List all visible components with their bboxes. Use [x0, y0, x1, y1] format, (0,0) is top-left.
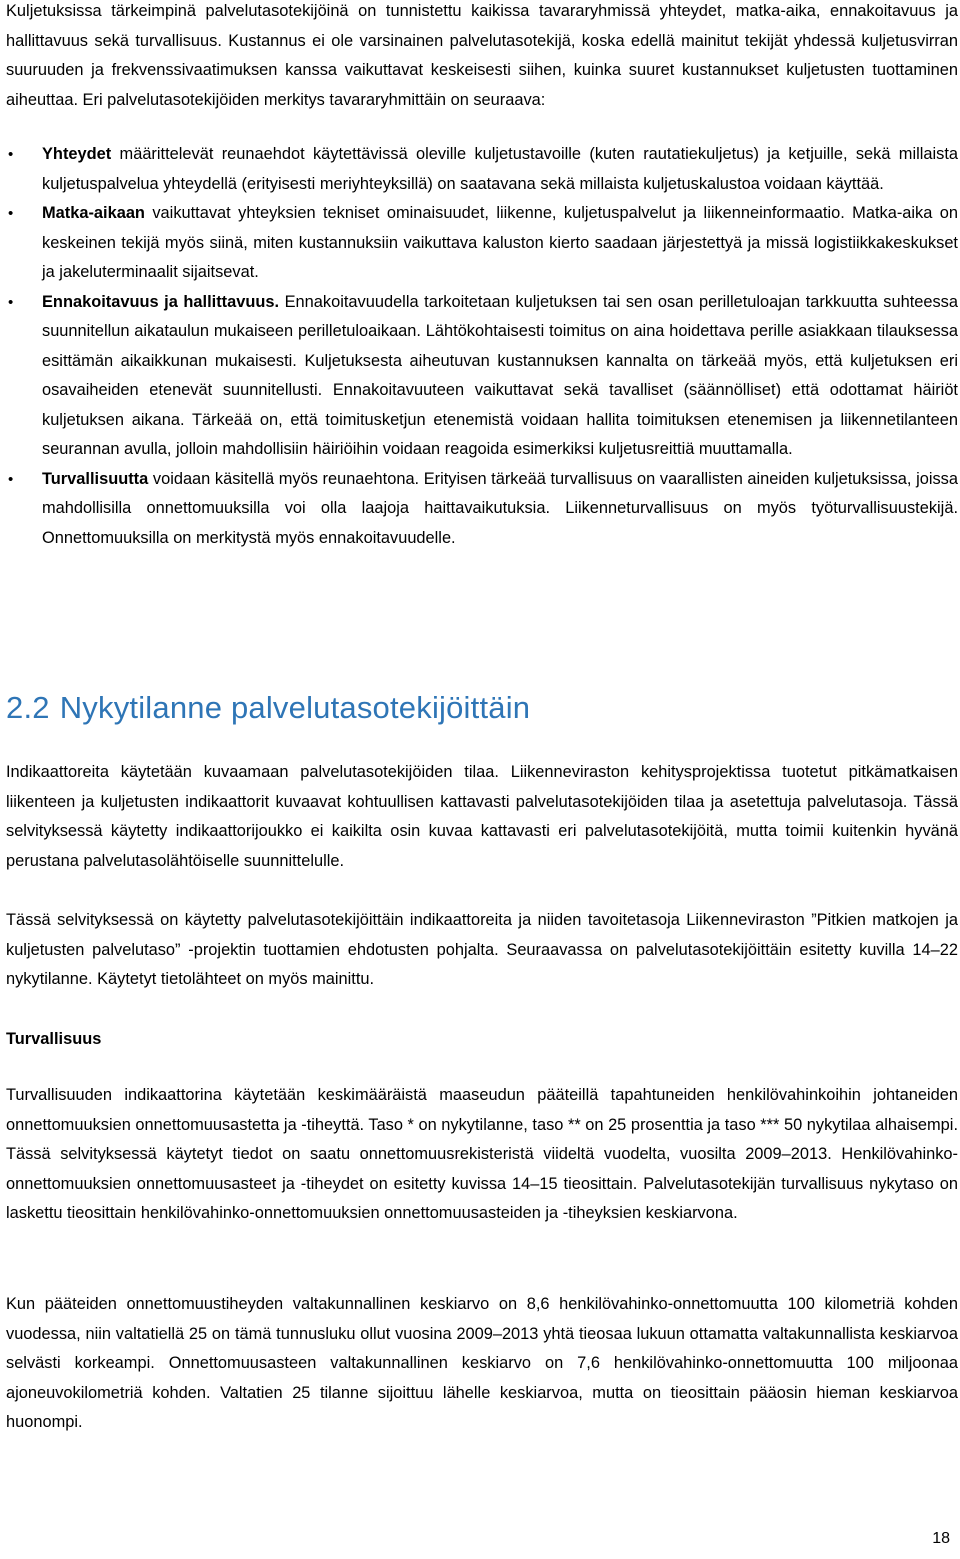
section-heading	[6, 690, 530, 726]
section-title: Nykytilanne palvelutasotekijöittäin	[59, 690, 531, 725]
body-paragraph: Turvallisuuden indikaattorina käytetään keskimääräistä maaseudun pääteillä tapahtuneiden henkilövahinkoihin johtaneiden onnettomuuksien onnettomuusastetta ja -tiheyttä. Taso * on nykytilanne, taso ** on 25 prosenttia ja taso *** 50 nykytilaa alhaisempi. Tässä selvityksessä käytetyt tiedot on saatu onnettomuusrekisteristä viideltä vuodelta, vuosilta 2009–2013. Henkilövahinko-onnettomuuksien onnettomuusasteet ja -tiheydet on esitetty kuvissa 14–15 tieosittain. Palvelutasotekijän turvallisuus nykytaso on laskettu tieosittain henkilövahinko-onnettomuuksien onnettomuusasteiden ja -tiheyksien keskiarvona.	[6, 1086, 958, 1222]
body-paragraph: Tässä selvityksessä on käytetty palvelutasotekijöittäin indikaattoreita ja niiden tavoitetasoja Liikenneviraston ”Pitkien matkojen ja kuljetusten palvelutaso” -projektin tuottamien ehdotusten pohjalta. Seuraavassa on palvelutasotekijöittäin esitetty kuvilla 14–22 nykytilanne. Käytetyt tietolähteet on myös mainittu.	[6, 911, 958, 988]
section-number: 2.2	[6, 690, 50, 725]
bullet-list	[6, 140, 958, 553]
page-number: 18	[932, 1530, 950, 1547]
list-item	[6, 140, 958, 199]
list-item	[6, 288, 958, 465]
bullet-term: Yhteydet	[42, 145, 112, 163]
intro-paragraph: Kuljetuksissa tärkeimpinä palvelutasotekijöinä on tunnistettu kaikissa tavararyhmissä yhteydet, matka-aika, ennakoitavuus ja hallittavuus sekä turvallisuus. Kustannus ei ole varsinainen palvelutasotekijä, koska edellä mainitut tekijät yhdessä kuljetusvirran suuruuden ja frekvenssivaatimuksen kanssa vaikuttavat keskeisesti siihen, kuinka suuret kustannukset kuljetusten tuottaminen aiheuttaa. Eri palvelutasotekijöiden merkitys tavararyhmittäin on seuraava:	[6, 2, 958, 109]
list-item	[6, 465, 958, 554]
subheading: Turvallisuus	[6, 1030, 102, 1048]
list-item	[6, 199, 958, 288]
bullet-icon: •	[8, 470, 14, 488]
bullet-text: vaikuttavat yhteyksien tekniset ominaisuudet, liikenne, kuljetuspalvelut ja liikenneinformaatio. Matka-aika on keskeinen tekijä myös siinä, miten kustannuksiin vaikuttava kaluston kierto saadaan järjestettyä ja missä logistiikkakeskukset ja jakeluterminaalit sijaitsevat.	[42, 204, 958, 281]
bullet-icon: •	[8, 293, 14, 311]
bullet-icon: •	[8, 146, 14, 163]
bullet-term: Ennakoitavuus ja hallittavuus.	[42, 292, 280, 311]
body-paragraph: Indikaattoreita käytetään kuvaamaan palvelutasotekijöiden tilaa. Liikenneviraston kehitysprojektissa tuotetut pitkämatkaisen liikenteen ja kuljetusten indikaattorit kuvaavat kohtuullisen kattavasti palvelutasotekijöiden tilaa ja asetettuja palvelutasoja. Tässä selvityksessä käytetty indikaattorijoukko ei kaikilta osin kuvaa kattavasti eri palvelutasotekijöitä, mutta toimii kuitenkin hyvänä perustana palvelutasolähtöiselle suunnittelulle.	[6, 763, 958, 870]
bullet-text: määrittelevät reunaehdot käytettävissä oleville kuljetustavoille (kuten rautatiekuljetus) ja ketjuille, sekä millaista kuljetuspalvelua yhteydellä (erityisesti meriyhteyksillä) on saatavana sekä millaista kuljetuskalustoa voidaan käyttää.	[42, 145, 958, 193]
bullet-term: Turvallisuutta	[42, 469, 149, 488]
bullet-term: Matka-aikaan	[42, 204, 145, 222]
bullet-icon: •	[8, 205, 14, 222]
body-paragraph: Kun pääteiden onnettomuustiheyden valtakunnallinen keskiarvo on 8,6 henkilövahinko-onnettomuutta 100 kilometriä kohden vuodessa, niin valtatiellä 25 on tämä tunnusluku ollut vuosina 2009–2013 yhtä tieosaa lukuun ottamatta valtakunnallista keskiarvoa selvästi korkeampi. Onnettomuusasteen valtakunnallinen keskiarvo on 7,6 henkilövahinko-onnettomuutta 100 miljoonaa ajoneuvokilometriä kohden. Valtatien 25 tilanne sijoittuu lähelle keskiarvoa, mutta on tieosittain pääosin hieman keskiarvoa huonompi.	[6, 1295, 958, 1431]
bullet-text: voidaan käsitellä myös reunaehtona. Erityisen tärkeää turvallisuus on vaarallisten aineiden kuljetuksissa, joissa mahdollisilla onnettomuuksilla voi olla laajoja haittavaikutuksia. Liikenneturvallisuus on myös työturvallisuustekijä. Onnettomuuksilla on merkitystä myös ennakoitavuudelle.	[42, 469, 958, 547]
bullet-text: Ennakoitavuudella tarkoitetaan kuljetuksen tai sen osan perilletuloajan tarkkuutta suhteessa suunnitellun aikataulun mukaiseen perilletuloaikaan. Lähtökohtaisesti toimitus on aina hoidettava perille asiakkaan tilauksessa esittämän aikaikkunan mukaisesti. Kuljetuksesta aiheutuvan kustannuksen kannalta on tärkeää myös, että kuljetuksen eri osavaiheiden etenevät suunnitellusti. Ennakoitavuuteen vaikuttavat sekä tavalliset (säännölliset) että odottamat häiriöt kuljetuksen aikana. Tärkeää on, että toimitusketjun etenemistä voidaan hallita toimituksen etenemisen ja liikennetilanteen seurannan avulla, jolloin mahdollisiin häiriöihin voidaan reagoida esimerkiksi kuljetusreittiä muuttamalla.	[42, 292, 958, 458]
